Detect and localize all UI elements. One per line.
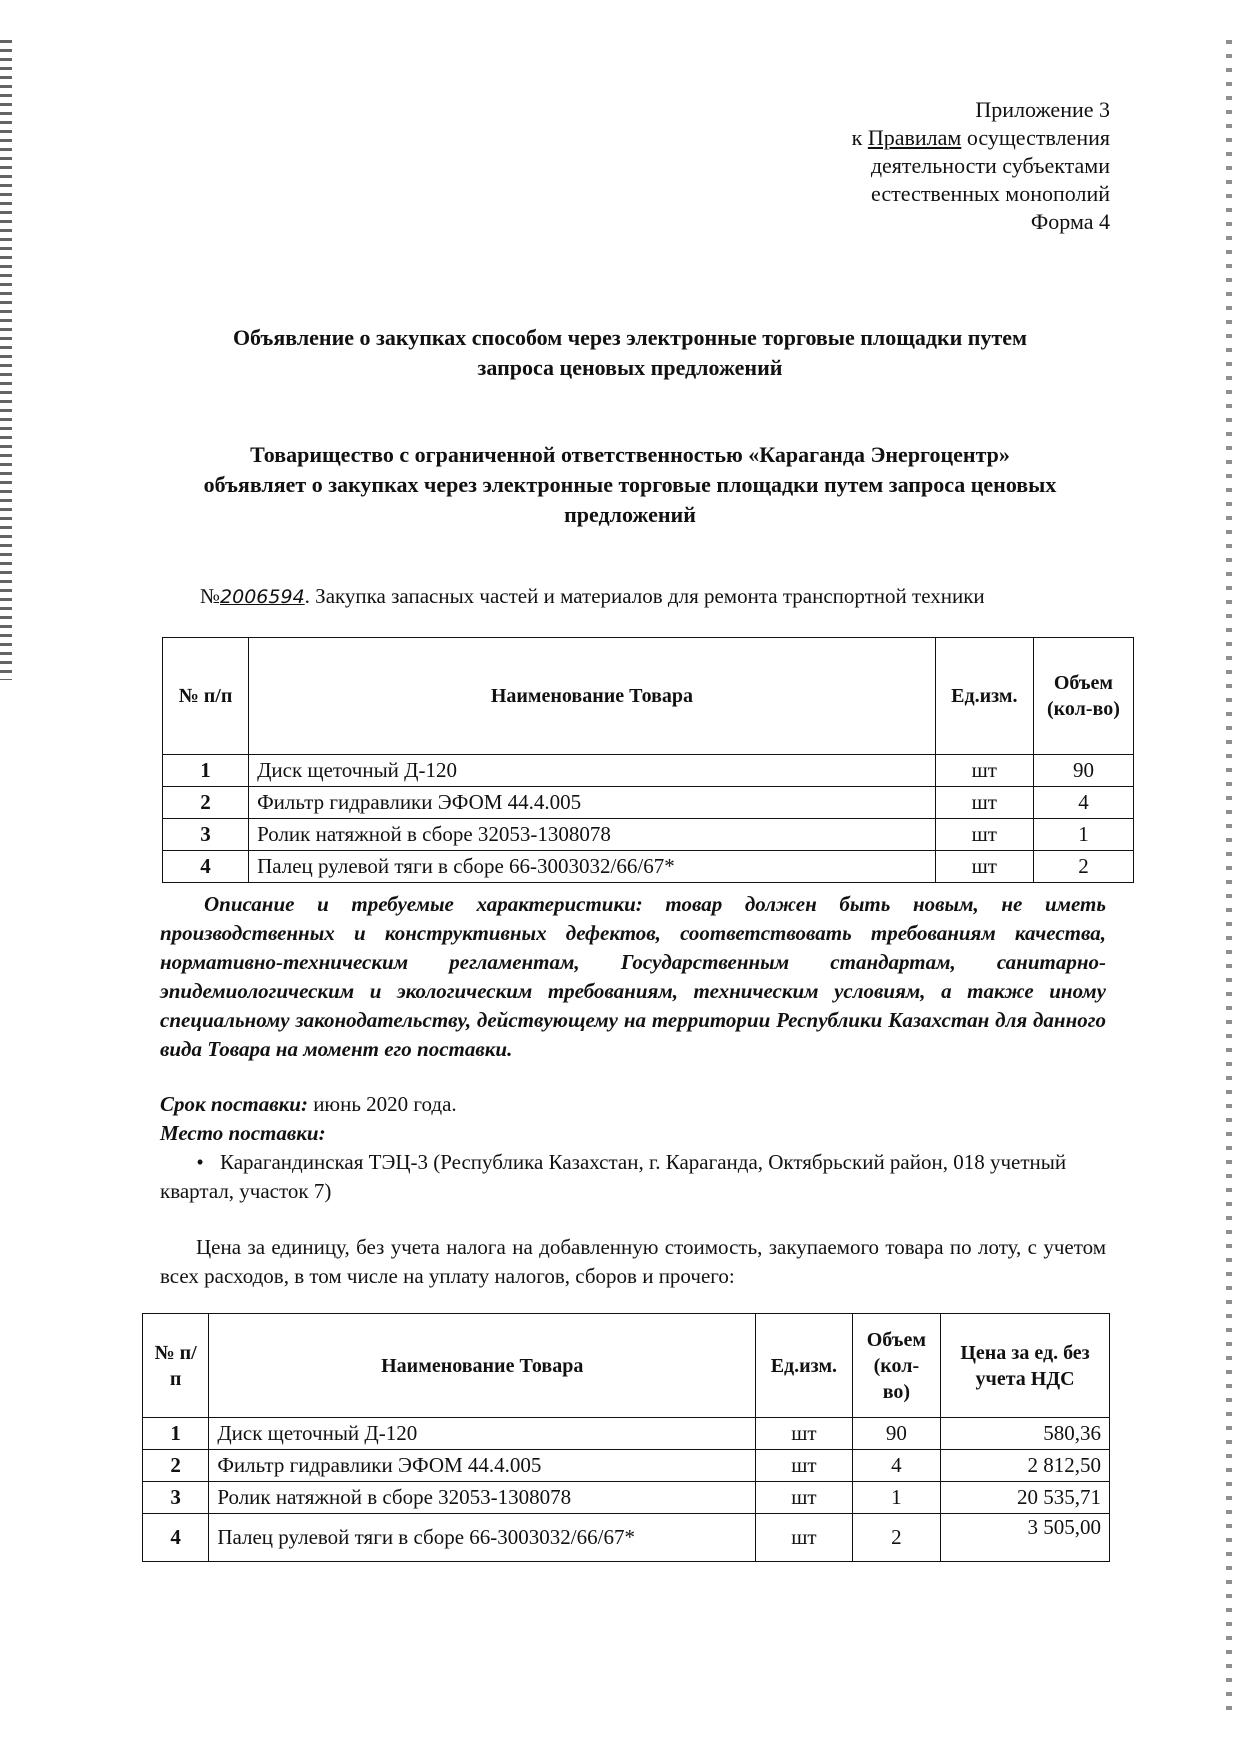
delivery-section [160, 1090, 1106, 1206]
delivery-term-value: июнь 2020 года. [307, 1092, 457, 1116]
cell-unit: шт [935, 755, 1033, 787]
cell-quantity: 2 [852, 1514, 940, 1562]
cell-unit: шт [756, 1482, 852, 1514]
cell-quantity: 90 [1033, 755, 1133, 787]
rules-link[interactable]: Правилам [867, 125, 962, 150]
table-header-row [163, 638, 1134, 755]
header-name: Наименование Товара [249, 638, 936, 755]
cell-unit: шт [935, 787, 1033, 819]
appendix-suffix: осуществления [961, 125, 1110, 150]
delivery-place-label: Место поставки: [160, 1121, 326, 1145]
table-row [143, 1418, 1110, 1450]
cell-price: 2 812,50 [941, 1450, 1110, 1482]
cell-name: Палец рулевой тяги в сборе 66-3003032/66/67* [249, 851, 936, 883]
table-row [163, 819, 1134, 851]
title-line: запроса ценовых предложений [477, 355, 783, 380]
cell-name: Диск щеточный Д-120 [209, 1418, 756, 1450]
cell-quantity: 4 [1033, 787, 1133, 819]
lot-line [200, 583, 1120, 610]
title-line: Объявление о закупках способом через электронные торговые площадки путем [232, 325, 1028, 350]
cell-number: 2 [143, 1450, 209, 1482]
cell-price: 580,36 [941, 1418, 1110, 1450]
cell-number: 3 [163, 819, 249, 851]
prices-table [142, 1313, 1110, 1562]
table-row [163, 787, 1134, 819]
appendix-line: естественных монополий [871, 181, 1110, 206]
cell-number: 4 [143, 1514, 209, 1562]
cell-name: Ролик натяжной в сборе 32053-1308078 [209, 1482, 756, 1514]
lot-number-handwritten: 2006594 [220, 586, 305, 608]
table-row [163, 851, 1134, 883]
cell-unit: шт [756, 1450, 852, 1482]
cell-name: Диск щеточный Д-120 [249, 755, 936, 787]
scan-edge-artifact-left [0, 40, 12, 680]
header-unit: Ед.изм. [935, 638, 1033, 755]
header-name: Наименование Товара [209, 1314, 756, 1418]
delivery-place [160, 1148, 1106, 1206]
cell-price: 3 505,00 [941, 1514, 1110, 1562]
header-unit: Ед.изм. [756, 1314, 852, 1418]
cell-number: 2 [163, 787, 249, 819]
price-intro: Цена за единицу, без учета налога на добавленную стоимость, закупаемого товара по лоту, с учетом всех расходов, в том числе на уплату налогов, сборов и прочего: [160, 1235, 1106, 1288]
table-row [143, 1482, 1110, 1514]
scan-edge-artifact-right [1226, 40, 1232, 1720]
cell-unit: шт [935, 851, 1033, 883]
delivery-term [160, 1090, 1106, 1119]
delivery-place-value: Карагандинская ТЭЦ-3 (Республика Казахстан, г. Караганда, Октябрьский район, 018 учетный квартал, участок 7) [160, 1150, 1067, 1203]
header-price: Цена за ед. без учета НДС [941, 1314, 1110, 1418]
cell-name: Палец рулевой тяги в сборе 66-3003032/66/67* [209, 1514, 756, 1562]
appendix-line [740, 124, 1110, 152]
cell-quantity: 1 [1033, 819, 1133, 851]
cell-unit: шт [756, 1514, 852, 1562]
cell-quantity: 1 [852, 1482, 940, 1514]
cell-number: 1 [163, 755, 249, 787]
cell-name: Ролик натяжной в сборе 32053-1308078 [249, 819, 936, 851]
lot-title: . Закупка запасных частей и материалов для ремонта транспортной техники [304, 584, 985, 608]
cell-quantity: 2 [1033, 851, 1133, 883]
document-title [170, 323, 1090, 383]
cell-name: Фильтр гидравлики ЭФОМ 44.4.005 [249, 787, 936, 819]
cell-number: 3 [143, 1482, 209, 1514]
delivery-term-label: Срок поставки: [160, 1092, 308, 1116]
appendix-line: Приложение 3 [975, 97, 1110, 122]
header-quantity: Объем (кол-во) [1033, 638, 1133, 755]
lot-number-prefix: № [200, 584, 221, 608]
table-header-row [143, 1314, 1110, 1418]
items-table [162, 637, 1134, 883]
bullet-icon: • [196, 1150, 204, 1174]
organization-announcement [150, 440, 1110, 530]
cell-quantity: 90 [852, 1418, 940, 1450]
requirements-description: Описание и требуемые характеристики: товар должен быть новым, не иметь производственных и конструктивных дефектов, соответствовать требованиям качества, нормативно-техническим регламентам, Государственным стандартам, санитарно-эпидемиологическим и экологическим требованиям, техническим условиям, а также иному специальному законодательству, действующему на территории Республики Казахстан для данного вида Товара на момент его поставки. [160, 892, 1106, 1061]
form-number: Форма 4 [1030, 209, 1110, 234]
org-line: Товарищество с ограниченной ответственностью «Караганда Энергоцентр» [250, 442, 1010, 467]
table-row [143, 1514, 1110, 1562]
table-row [163, 755, 1134, 787]
appendix-line: деятельности субъектами [870, 153, 1110, 178]
cell-name: Фильтр гидравлики ЭФОМ 44.4.005 [209, 1450, 756, 1482]
cell-quantity: 4 [852, 1450, 940, 1482]
org-line: предложений [564, 502, 696, 527]
table-row [143, 1450, 1110, 1482]
cell-price: 20 535,71 [941, 1482, 1110, 1514]
org-line: объявляет о закупках через электронные торговые площадки путем запроса ценовых [203, 472, 1057, 497]
cell-number: 4 [163, 851, 249, 883]
cell-number: 1 [143, 1418, 209, 1450]
header-number: № п/п [163, 638, 249, 755]
cell-unit: шт [935, 819, 1033, 851]
header-quantity: Объем (кол-во) [852, 1314, 940, 1418]
appendix-header [740, 96, 1110, 236]
cell-unit: шт [756, 1418, 852, 1450]
appendix-prefix: к [851, 125, 868, 150]
header-number: № п/п [143, 1314, 209, 1418]
